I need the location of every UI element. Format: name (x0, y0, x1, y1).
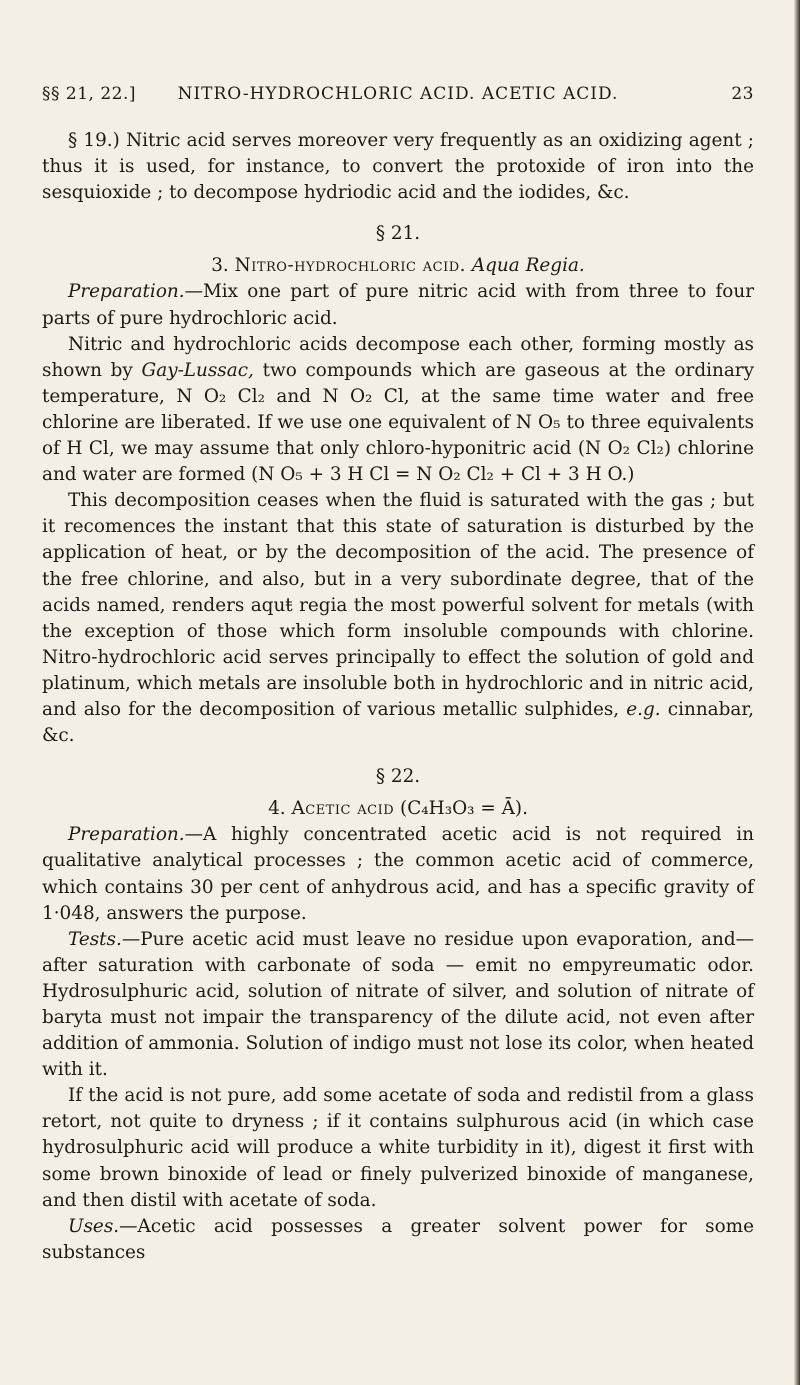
page-number: 23 (731, 84, 754, 104)
section-title-formula: (C₄H₃O₃ = Ā). (400, 798, 528, 820)
solvent-paragraph: This decomposition ceases when the fluid is saturated with the gas ; but it recomences the instant that this state of saturation is disturbed by the application of heat, or by the decomposition of the acid. The presence of the free chlorine, and also, but in a very subordinate degree, that of the acids named, renders aquŧ regia the most powerful solvent for metals (with the exception of those which form insoluble compounds with chlorine. Nitro-hydrochloric acid serves principally to effect the solution of gold and platinum, which metals are insoluble both in hydrochloric and in nitric acid, and also for the decomposition of various metallic sulphides, e.g. cinnabar, &c. (42, 490, 754, 747)
preparation-paragraph: Preparation.—Mix one part of pure nitric acid with from three to four parts of pure hydrochloric acid. (42, 281, 754, 329)
page-edge (794, 0, 800, 1385)
preparation-label: Preparation. (68, 281, 185, 303)
paragraph-19 (42, 128, 754, 206)
page-body (42, 128, 754, 1266)
purification-paragraph: If the acid is not pure, add some acetate of soda and redistil from a glass retort, not quite to dryness ; if it contains sulphurous acid (in which case hydrosulphuric acid will produce a white turbidity in it), digest it first with some brown binoxide of lead or finely pulverized binoxide of manganese, and then distil with acetate of soda. (42, 1085, 754, 1211)
formula: N O₅ (515, 411, 561, 433)
paragraph-text: Nitric acid serves moreover very frequently as an oxidizing agent ; thus it is used, for instance, to convert the protoxide of iron into the sesquioxide ; to decompose hydriodic acid and the iodides, &c. (42, 130, 754, 204)
header-sections: §§ 21, 22.] (42, 84, 137, 104)
tests-label: Tests. (68, 928, 122, 950)
preparation-paragraph: Preparation.—A highly concentrated acetic acid is not required in qualitative analytical processes ; the common acetic acid of commerce, which contains 30 per cent of anhydrous acid, and has a specific gravity of 1·048, answers the purpose. (42, 824, 754, 924)
section-21-title: 3. Nitro-hydrochloric acid. Aqua Regia. (211, 255, 585, 277)
tests-paragraph: Tests.—Pure acetic acid must leave no residue upon evaporation, and— after saturation with carbonate of soda — emit no empyreumatic odor. Hydrosulphuric acid, solution of nitrate of silver, and solution of nitrate of baryta must not impair the transparency of the dilute acid, not even after addition of ammonia. Solution of indigo must not lose its color, when heated with it. (42, 928, 754, 1081)
formula: (N O₂ Cl₂) (577, 438, 672, 460)
uses-label: Uses. (68, 1215, 120, 1237)
section-title-name: Nitro-hydrochloric acid. (234, 255, 466, 277)
section-22-heading: § 22. (375, 766, 421, 788)
section-ref: § 19.) (68, 130, 120, 151)
section-21-heading: § 21. (375, 223, 421, 245)
author-name: Gay-Lussac, (141, 359, 254, 381)
preparation-label: Preparation. (68, 824, 185, 846)
header-title: NITRO-HYDROCHLORIC ACID. ACETIC ACID. (177, 84, 619, 104)
reaction-equation: (N O₅ + 3 H Cl = N O₂ Cl₂ + Cl + 3 H O.) (251, 464, 635, 486)
section-22-title: 4. Acetic acid (C₄H₃O₃ = Ā). (268, 798, 528, 820)
section-title-name: Acetic acid (291, 798, 395, 820)
uses-paragraph: Uses.—Acetic acid possesses a greater solvent power for some substances (42, 1215, 754, 1263)
formula: N O₂ Cl₂ (176, 385, 265, 407)
formula: N O₂ Cl, (322, 385, 410, 407)
formula: H Cl, (66, 438, 115, 460)
section-title-latin: Aqua Regia. (471, 255, 585, 277)
decomposition-paragraph: Nitric and hydrochloric acids decompose each other, forming mostly as shown by Gay-Lussac, two compounds which are gaseous at the ordinary temperature, N O₂ Cl₂ and N O₂ Cl, at the same time water and free chlorine are liberated. If we use one equivalent of N O₅ to three equivalents of H Cl, we may assume that only chloro-hyponitric acid (N O₂ Cl₂) chlorine and water are formed (N O₅ + 3 H Cl = N O₂ Cl₂ + Cl + 3 H O.) (42, 333, 755, 486)
running-header (42, 84, 754, 108)
